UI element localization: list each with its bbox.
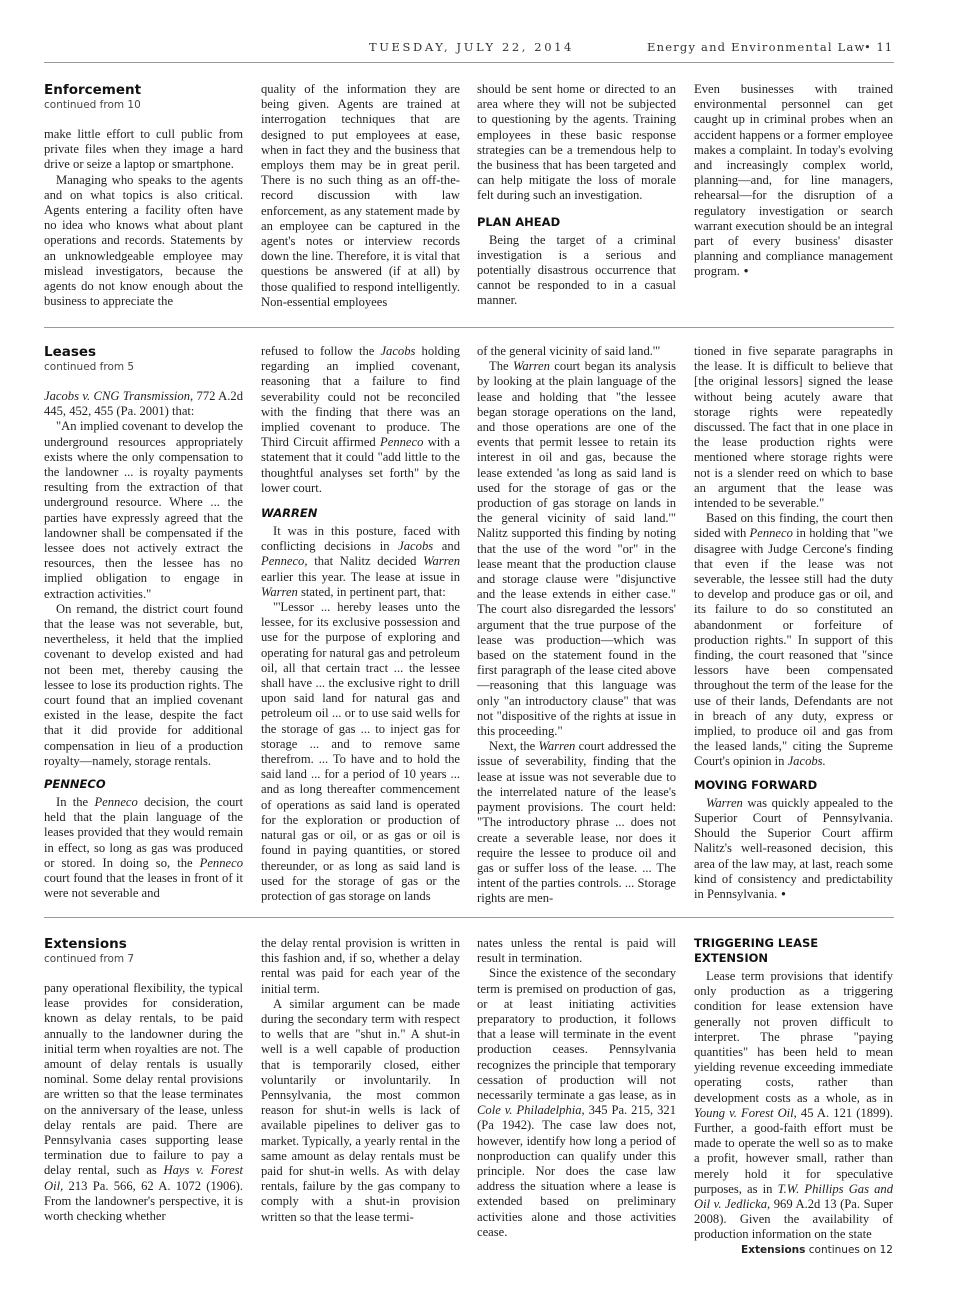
paragraph: quality of the information they are being given. Agents are trained at interrogation techniques that are designed to put employees at ease, when in fact they and the business that employs them may be in great peril. There is no such thing as an off-the-record discussion with law enforcement, as any statement made by an employee can be captured in the agent's notes or interview records down the line. Therefore, it is vital that questions be answered (if at all) by those qualified to respond intelligently. Non-essential employees — [261, 82, 460, 309]
paragraph — [694, 796, 893, 902]
continued-from: continued from 7 — [44, 953, 135, 965]
paragraph — [694, 82, 893, 280]
enforcement-column-3 — [477, 82, 676, 309]
case-citation: Penneco — [380, 435, 424, 450]
enforcement-column-4 — [694, 82, 893, 280]
text-run: Based on this finding, the court then sided with — [694, 511, 893, 541]
leases-column-1 — [44, 344, 243, 902]
continues-section-name: Extensions — [741, 1243, 806, 1256]
paragraph: nates unless the rental is paid will result in termination. — [477, 936, 676, 966]
paragraph — [261, 524, 460, 600]
quotation: "'Lessor ... hereby leases unto the lessee, for its exclusive possession and use for the purpose of exploring and operating for natural gas and petroleum oil, all that certain tract ... the lessee shall have ... the exclusive right to drill upon said land for natural gas and petroleum oil ... or to use said wells for the storage of gas ... to inject gas for storage ... and to remove same therefrom. ... To have and to hold the said land ... for a period of 10 years ... and as long thereafter commencement of operations as said land is operated for the exploration or production of natural gas or oil, or as gas or oil is found in paying quantities, or stored thereunder, or as long as said land is used for the storage of gas or the protection of gas storage on lands — [261, 600, 460, 903]
section-divider — [44, 327, 894, 328]
text-run: earlier this year. The lease at issue in — [261, 569, 460, 584]
text-run: , 772 A.2d 445, 452, 455 (Pa. 2001) that: — [44, 389, 243, 419]
end-mark: • — [781, 886, 786, 901]
text-run: In the — [56, 795, 95, 810]
text-run: and — [433, 539, 460, 554]
case-citation: Jacobs — [398, 539, 434, 554]
paragraph — [477, 739, 676, 906]
text-run: holding regarding an implied covenant, reasoning that a failure to find severability could not be reconciled with the finding that there was an implied covenant to produce. The Third Circuit affirmed — [261, 344, 460, 450]
case-citation: Penneco — [94, 795, 138, 810]
case-citation: Warren — [538, 739, 576, 754]
case-citation: Warren — [423, 554, 460, 569]
paragraph — [477, 966, 676, 1240]
header-bullet: • — [864, 40, 872, 54]
text-run: court addressed the issue of severability, finding that the lease at issue was not severable due to the interrelated nature of the lease's payment provisions. The court held: "The introductory phrase ... does not create a severable lease, nor does it require the lessee to produce oil and gas or suffer loss of the lease. ... The intent of the parties controls. ... Storage rights are men- — [477, 739, 676, 906]
extensions-column-4 — [694, 936, 893, 1266]
case-citation: Penneco, — [261, 554, 308, 569]
text-run: pany operational flexibility, the typical lease provides for consideration, known as delay rentals, to be paid annually to the landowner during the initial term when royalties are not. The amount of delay rentals is usually nominal. Some delay rental provisions are written so that the lease terminates on the anniversary of the lease, unless delay rentals are paid. There are Pennsylvania cases supporting lease termination due to failure to pay a delay rental, such as — [44, 981, 243, 1178]
paragraph — [261, 344, 460, 496]
case-citation: Warren — [513, 359, 550, 374]
subheading-moving-forward: MOVING FORWARD — [694, 777, 818, 792]
paragraph-text: Even businesses with trained environmental personnel can get caught up in criminal probes when an accident happens or a former employee makes a complaint. In today's evolving and increasingly complex world, planning—and, for line managers, rehearsal—for the disruption of a regulatory investigation or search warrant execution should be an integral part of every business' disaster planning and compliance management program. — [694, 82, 893, 279]
paragraph: should be sent home or directed to an area where they will not be subjected to questioning by the agents. Training employees in these basic response strategies can be a tremendous help to the business that has been targeted and can help mitigate the loss of morale felt during such an investigation. — [477, 82, 676, 203]
page-number-value: 11 — [876, 40, 894, 54]
enforcement-column-1 — [44, 82, 243, 309]
text-run: was quickly appealed to the Superior Court of Pennsylvania. Should the Superior Court affirm Nalitz's well-reasoned decision, this area of the law may, at last, reach some kind of consistency and predictability in Pennsylvania. — [694, 795, 893, 901]
continued-from: continued from 5 — [44, 361, 135, 373]
paragraph — [44, 389, 243, 419]
subheading-triggering-lease-extension: TRIGGERING LEASE EXTENSION — [694, 936, 819, 965]
case-citation: Warren — [261, 584, 298, 599]
paragraph — [44, 981, 243, 1224]
text-run: 213 Pa. 566, 62 A. 1072 (1906). From the landowner's perspective, it is worth checking whether — [44, 1178, 243, 1224]
publication-name: Energy and Environmental Law — [647, 40, 866, 54]
case-citation: T.W. Phillips Gas and Oil v. Jedlicka, — [694, 1181, 894, 1212]
case-citation: Warren — [706, 795, 743, 810]
enforcement-section — [44, 82, 894, 314]
case-citation: Jacobs. — [787, 754, 826, 769]
extensions-column-1 — [44, 936, 243, 1224]
case-citation: Jacobs — [380, 344, 416, 358]
case-citation: Young v. Forest Oil, — [694, 1105, 797, 1120]
text-run: 345 Pa. 215, 321 (Pa 1942). The case law does not, however, identify how long a period of nonproduction can qualify under this principle. Nor does the case law address the situation where a lease is extended based on preliminary activities alone and those activities cease. — [477, 1103, 677, 1239]
subheading-plan-ahead: PLAN AHEAD — [477, 214, 561, 229]
paragraph: the delay rental provision is written in this fashion and, if so, whether a delay rental was paid for each year of the initial term. — [261, 936, 460, 996]
text-run: decision, the court held that the plain language of the leases provided that they would remain in effect, so long as gas was produced or stored. In doing so, the — [44, 795, 243, 870]
case-citation: Penneco — [199, 855, 243, 870]
text-run: Next, the — [489, 739, 539, 754]
section-title: Leases — [44, 344, 97, 360]
issue-date: TUESDAY, JULY 22, 2014 — [369, 40, 574, 54]
page-header — [44, 38, 894, 63]
text-run: Since the existence of the secondary term is premised on production of gas, or at least initiating activities preparatory to production, it follows that a lease will terminate in the event production ceases. Pennsylvania recognizes the principle that temporary cessation of production will not necessarily terminate a gas lease, as in — [477, 966, 676, 1103]
leases-column-2 — [261, 344, 460, 904]
paragraph — [44, 795, 243, 901]
paragraph — [694, 969, 893, 1243]
continues-on-link[interactable] — [694, 1244, 893, 1256]
text-run: 45 A. 121 (1899). Further, a good-faith effort must be made to operate the well so as to make a profit, however small, rather than merely hold it for speculative purposes, as in — [694, 1105, 893, 1196]
text-run: It was in this posture, faced with conflicting decisions in — [261, 524, 460, 554]
quotation: "An implied covenant to develop the underground resources appropriately exists where the only compensation to the landowner ... is royalty payments resulting from the extraction of that underground resource. Where ... the parties have expressly agreed that the landowner shall be compensated if the lessee does not actively extract the resources, then the lessee has no implied obligation to engage in extraction activities." — [44, 419, 243, 601]
paragraph — [694, 511, 893, 769]
paragraph — [477, 359, 676, 739]
text-run: court found that the leases in front of it were not severable and — [44, 871, 243, 901]
text-run: court began its analysis by looking at the plain language of the lease and holding that "the lessee began storage operations on the land, and those operations are one of the events that permit lessee to retain its interest in oil and gas, because the lease extended 'as long as said land is used for the storage of gas or the production of gas storage on lands in the general vicinity of said land.'" Nalitz supported this finding by noting that the use of the word "or" in the lease meant that the production clause and storage clause were "disjunctive and the lease extends in either case." The court also disregarded the lessors' argument that the true purpose of the lease was production—which was based on the statement found in the first paragraph of the lease cited above—reasoning that this language was only "an introductory clause" that was not "dispositive of the rights at issue in this proceeding." — [477, 359, 676, 739]
extensions-column-2 — [261, 936, 460, 1225]
text-run: 969 A.2d 13 (Pa. Super 2008). Given the availability of production information on the state — [694, 1197, 893, 1242]
paragraph: tioned in five separate paragraphs in the lease. It is difficult to believe that [the original lessors] signed the lease without being acutely aware that storage rights were repeatedly discussed. The fact that in one place in the lease production rights were mentioned where storage rights were not is a slender reed on which to base an argument that the lease was intended to be severable." — [694, 344, 893, 511]
text-run: stated, in pertinent part, that: — [297, 584, 446, 599]
paragraph: Being the target of a criminal investigation is a serious and potentially disastrous occurrence that cannot be responded to in a casual manner. — [477, 232, 676, 308]
section-divider — [44, 917, 894, 918]
extensions-section — [44, 936, 894, 1256]
enforcement-column-2 — [261, 82, 460, 310]
case-citation: Cole v. Philadelphia, — [477, 1103, 585, 1118]
case-citation: Jacobs v. CNG Transmission — [44, 389, 191, 403]
text-run: with a statement that it could "add little to the thoughtful analyses set forth" by the lower court. — [261, 435, 460, 495]
continues-page: continues on 12 — [805, 1243, 893, 1256]
text-run: refused to follow the — [261, 344, 381, 358]
section-title: Extensions — [44, 936, 127, 952]
section-title: Enforcement — [44, 82, 142, 98]
text-run: that Nalitz decided — [307, 554, 424, 569]
subheading-penneco: PENNECO — [44, 777, 106, 792]
paragraph: Managing who speaks to the agents and on what topics is also critical. Agents entering a facility often have no idea who knows what about plant operations and records. Statements by an unknowledgeable employee may mislead investigators, because the agents do not know enough about the business to appreciate the — [44, 172, 243, 309]
text-run: The — [489, 359, 514, 374]
leases-section — [44, 344, 894, 904]
extensions-column-3 — [477, 936, 676, 1240]
end-mark: • — [743, 264, 749, 279]
paragraph: On remand, the district court found that the lease was not severable, but, nevertheless, it held that the implied covenant to develop existed and had not been met, thereby causing the lessee to lose its production rights. The court found that an implied covenant existed in the lease, despite the fact that it did provide for additional compensation in lieu of a production royalty—namely, storage rentals. — [44, 601, 243, 768]
text-run: in holding that "we disagree with Judge Cercone's finding that even if the lease was not severable, the lessee still had the duty to develop and produce gas or oil, and its failure to do so constituted an abandonment or forfeiture of production rights." In support of this finding, the court reasoned that "since lessors have been compensated throughout the term of the lease for the use of their lands, Defendants are not in breach of any duty, express or implied, to produce oil and gas from the leased lands," citing the Supreme Court's opinion in — [694, 526, 893, 769]
case-citation: Penneco — [749, 526, 793, 541]
case-citation: Hays v. Forest Oil, — [44, 1163, 243, 1193]
text-run: Lease term provisions that identify only production as a triggering condition for lease extension have generally not proven difficult to interpret. The phrase "paying quantities" has been held to mean yielding revenue exceeding immediate operating costs, rather than development costs as a whole, as in — [694, 969, 893, 1105]
paragraph: make little effort to cull public from private files when they image a hard drive or seize a laptop or smartphone. — [44, 127, 243, 172]
paragraph: A similar argument can be made during the secondary term with respect to wells that are "shut in." A shut-in well is a well capable of production that is temporarily closed, either voluntarily or involuntarily. In Pennsylvania, the most common reason for shut-in wells is lack of available pipelines to deliver gas to market. Typically, a yearly rental in the same amount as delay rentals must be paid for shut-in wells. As with delay rentals, failure by the gas company to comply with a shut-in provision written so that the lease termi- — [261, 996, 460, 1224]
leases-column-3 — [477, 344, 676, 907]
continued-from: continued from 10 — [44, 99, 141, 111]
page-number — [864, 40, 893, 54]
subheading-warren: WARREN — [261, 506, 318, 521]
paragraph: of the general vicinity of said land.'" — [477, 344, 661, 358]
leases-column-4 — [694, 344, 893, 902]
